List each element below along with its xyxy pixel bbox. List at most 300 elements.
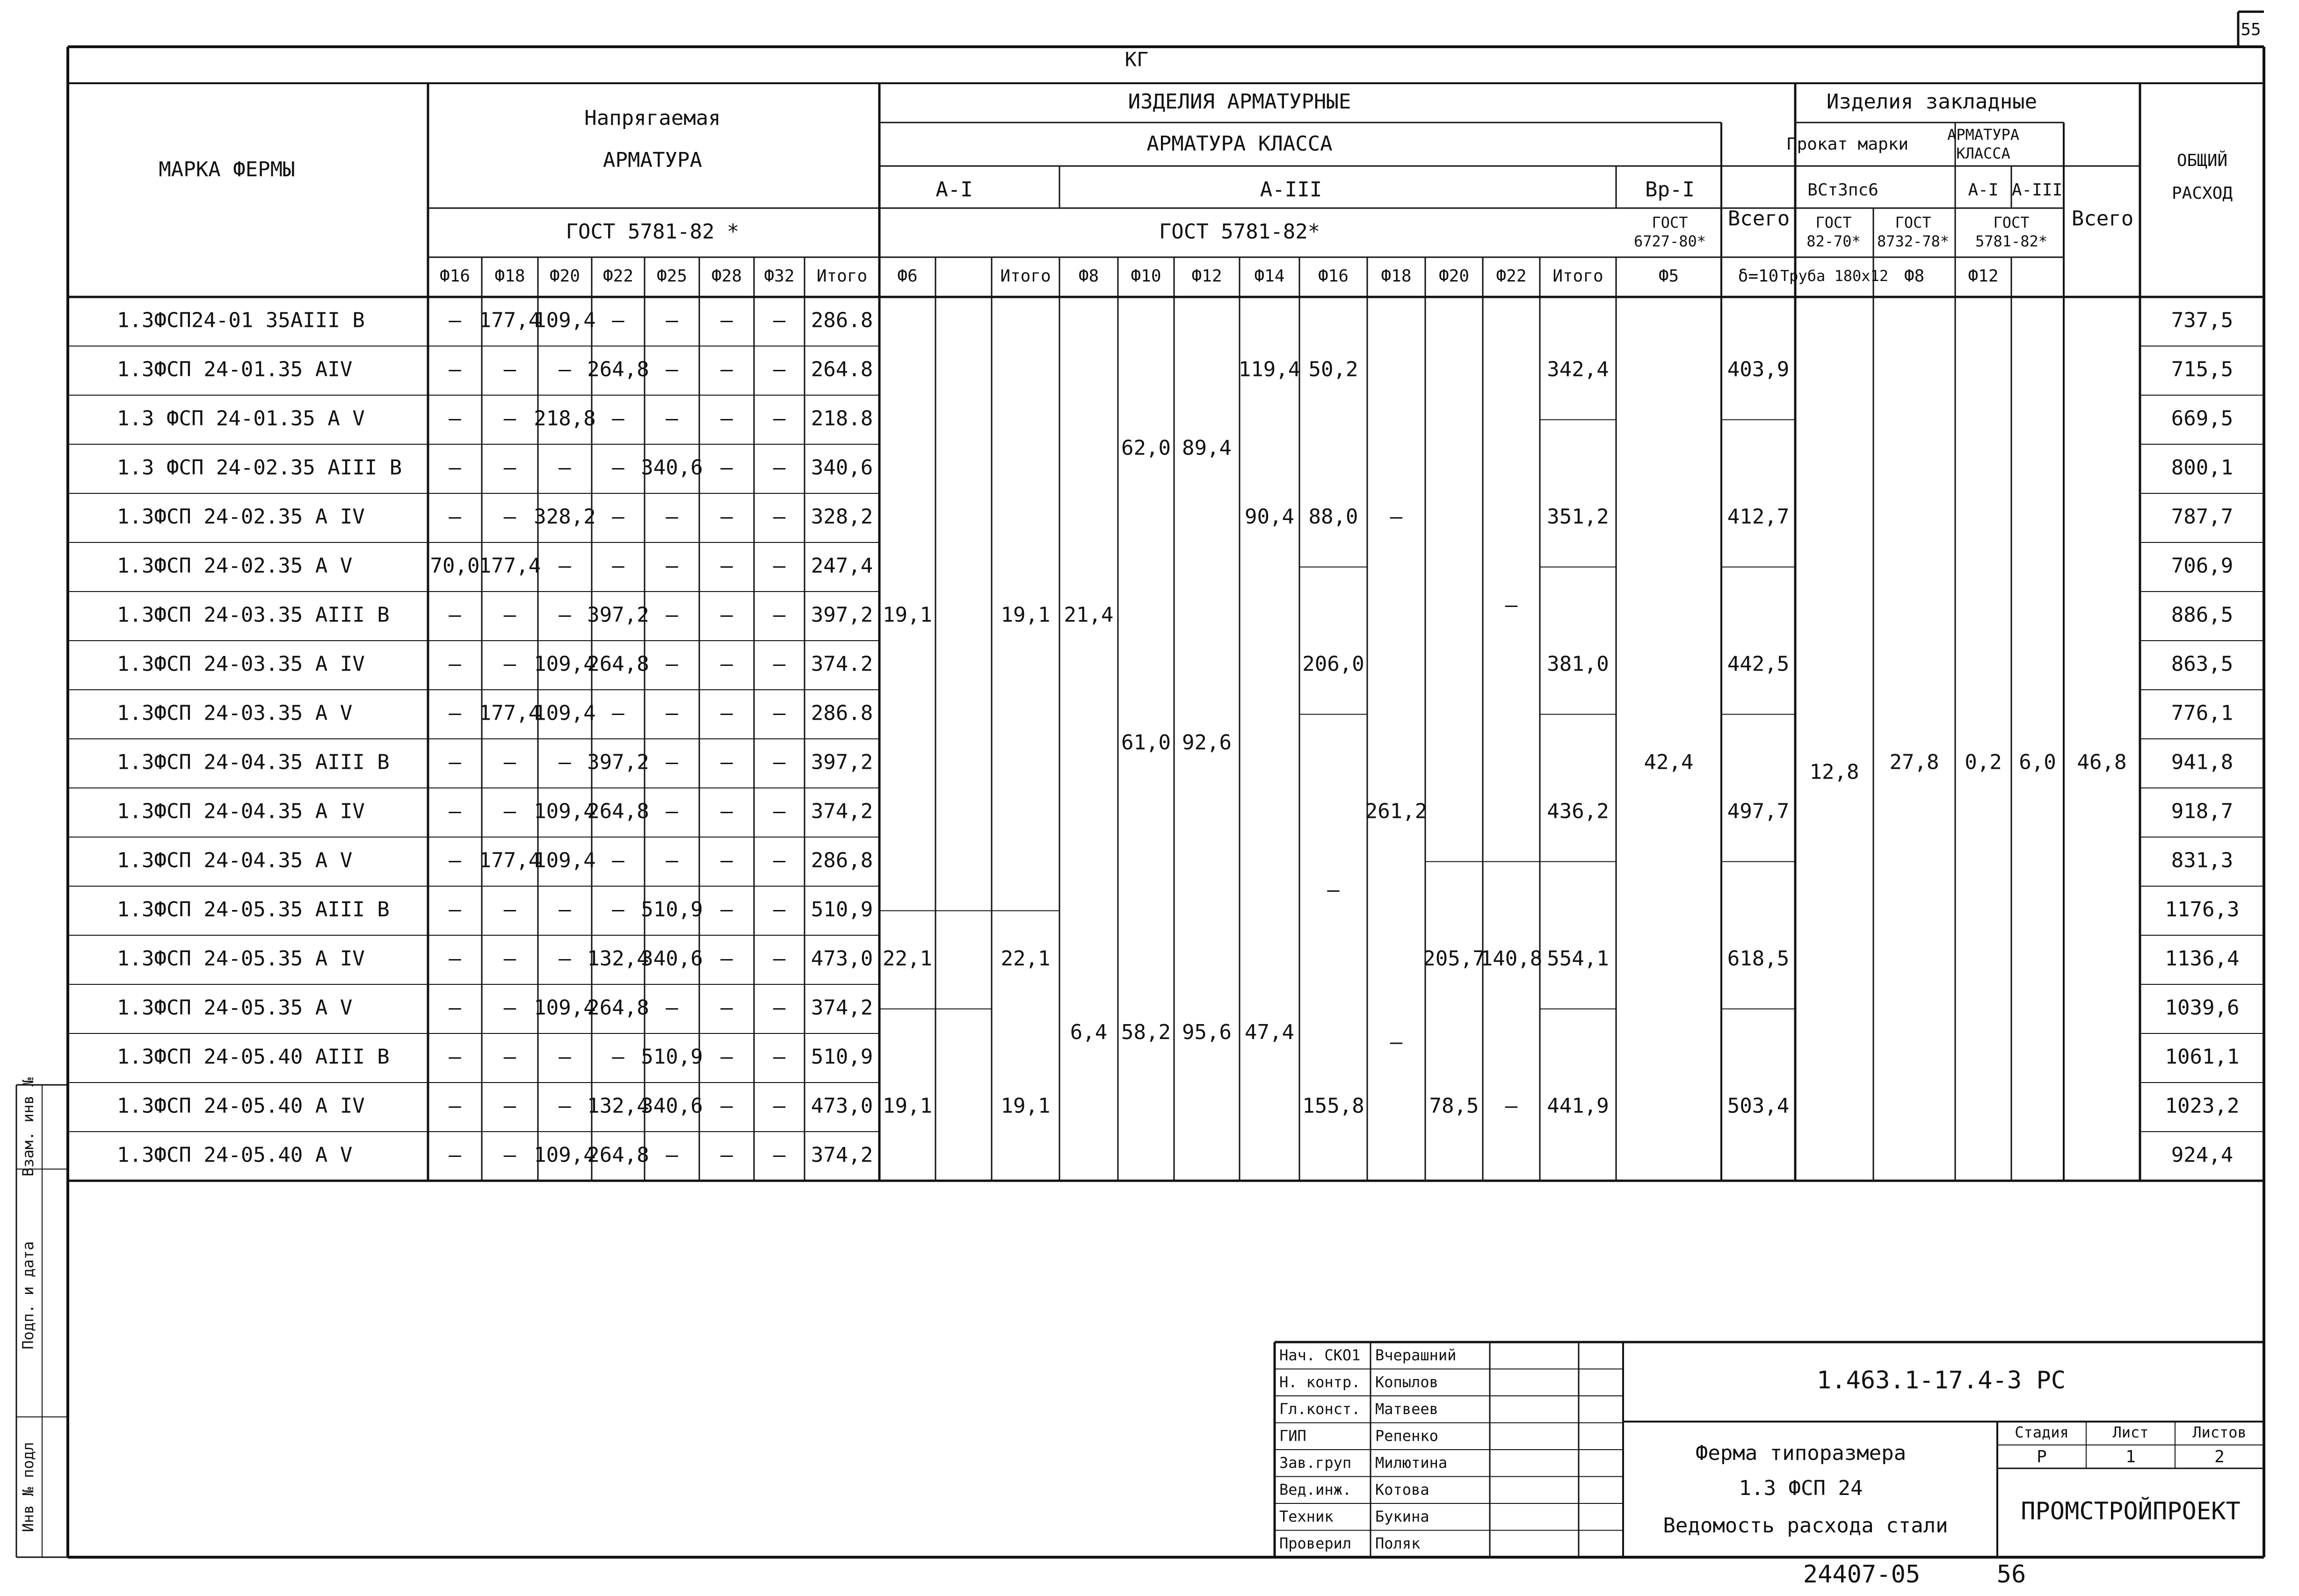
row-value: — xyxy=(720,701,733,725)
row-value: 328,2 xyxy=(811,505,873,529)
row-value: — xyxy=(449,603,461,627)
stamp-role: Вед.инж. xyxy=(1279,1480,1352,1499)
row-value: — xyxy=(558,554,571,578)
row-value: — xyxy=(773,1094,786,1118)
row-value: — xyxy=(666,357,678,382)
row-value: — xyxy=(449,357,461,382)
z-vsego: Всего xyxy=(2071,207,2134,231)
col-header: Труба 180х12 xyxy=(1780,267,1889,285)
row-total: 1039,6 xyxy=(2165,996,2240,1020)
col-header: Ф14 xyxy=(1254,267,1285,286)
row-mark: 1.3ФСП 24-05.35 А IV xyxy=(117,946,365,971)
merged-value: 351,2 xyxy=(1547,505,1609,529)
row-total: 715,5 xyxy=(2171,357,2234,382)
row-value: 510,9 xyxy=(811,897,873,922)
merged-value: 78,5 xyxy=(1429,1094,1479,1118)
obsh-1: ОБЩИЙ xyxy=(2176,151,2228,170)
row-value: — xyxy=(666,603,678,627)
merged-value: 12,8 xyxy=(1809,760,1859,784)
row-value: 473,0 xyxy=(811,946,873,971)
drawing-code: 1.463.1-17.4-3 РС xyxy=(1816,1366,2066,1394)
marka-header: МАРКА ФЕРМЫ xyxy=(159,158,295,181)
merged-value: 206,0 xyxy=(1302,652,1364,676)
row-value: — xyxy=(612,308,624,332)
merged-value: 119,4 xyxy=(1238,357,1301,382)
row-value: — xyxy=(773,1045,786,1069)
row-mark: 1.3ФСП 24-05.40 АIII В xyxy=(117,1045,390,1069)
arm-klassa: АРМАТУРА КЛАССА xyxy=(1146,132,1333,156)
stamp-name: Вчерашний xyxy=(1375,1346,1457,1364)
merged-value: 6,0 xyxy=(2019,750,2056,774)
col-header: Ф16 xyxy=(439,267,471,286)
row-value: 286.8 xyxy=(811,701,873,725)
merged-value: 90,4 xyxy=(1245,505,1294,529)
stamp-name: Копылов xyxy=(1375,1373,1438,1391)
row-value: — xyxy=(773,554,786,578)
row-value: 286,8 xyxy=(811,848,873,873)
row-value: 177,4 xyxy=(479,701,541,725)
merged-value: 412,7 xyxy=(1727,505,1790,529)
list-value: 1 xyxy=(2125,1447,2136,1466)
row-value: — xyxy=(666,848,678,873)
row-value: — xyxy=(773,455,786,480)
merged-value: 140,8 xyxy=(1480,946,1543,971)
row-value: 374.2 xyxy=(811,652,873,676)
col-header: Ф8 xyxy=(1904,267,1925,286)
row-value: — xyxy=(773,357,786,382)
row-value: — xyxy=(666,701,678,725)
gost-z1: ГОСТ xyxy=(1815,214,1852,231)
row-value: 132,4 xyxy=(587,946,649,971)
row-mark: 1.3ФСП 24-03.35 А V xyxy=(117,701,353,725)
merged-value: 22,1 xyxy=(1001,946,1051,971)
row-value: 510,9 xyxy=(641,897,703,922)
row-total: 776,1 xyxy=(2171,701,2234,725)
row-value: — xyxy=(773,308,786,332)
row-value: — xyxy=(503,946,516,971)
row-value: — xyxy=(773,799,786,823)
stamp-name: Матвеев xyxy=(1375,1400,1438,1418)
row-mark: 1.3ФСП 24-04.35 АIII В xyxy=(117,750,390,774)
row-value: — xyxy=(666,406,678,431)
merged-value: — xyxy=(1327,878,1340,902)
row-value: 177,4 xyxy=(479,554,541,578)
row-value: — xyxy=(612,455,624,480)
row-value: 177,4 xyxy=(479,848,541,873)
napr-header-2: АРМАТУРА xyxy=(603,148,702,172)
row-value: — xyxy=(720,848,733,873)
col-header: Ф10 xyxy=(1131,267,1161,286)
row-value: — xyxy=(720,799,733,823)
vzam-inv: Взам. инв № xyxy=(19,1077,37,1177)
merged-value: 403,9 xyxy=(1727,357,1790,382)
row-total: 787,7 xyxy=(2171,505,2234,529)
row-value: — xyxy=(720,406,733,431)
row-value: 328,2 xyxy=(534,505,596,529)
merged-value: 89,4 xyxy=(1182,436,1232,460)
row-total: 886,5 xyxy=(2171,603,2234,627)
col-header: Ф20 xyxy=(549,267,580,286)
vst-header: ВСт3пс6 xyxy=(1807,181,1878,200)
row-value: 397,2 xyxy=(811,603,873,627)
merged-value: — xyxy=(1505,1094,1518,1118)
row-value: — xyxy=(720,750,733,774)
row-value: 374,2 xyxy=(811,996,873,1020)
row-value: — xyxy=(666,996,678,1020)
gost-z3-2: 5781-82* xyxy=(1975,232,2048,250)
stamp-name: Поляк xyxy=(1375,1534,1421,1553)
merged-value: 22,1 xyxy=(883,946,932,971)
row-value: 109,4 xyxy=(534,652,596,676)
row-value: — xyxy=(449,799,461,823)
row-mark: 1.3ФСП 24-05.40 А V xyxy=(117,1143,353,1167)
merged-value: 46,8 xyxy=(2077,750,2127,774)
merged-value: 42,4 xyxy=(1644,750,1694,774)
merged-value: 95,6 xyxy=(1182,1020,1232,1044)
row-value: — xyxy=(666,308,678,332)
row-mark: 1.3ФСП 24-02.35 А IV xyxy=(117,505,365,529)
stamp-role: ГИП xyxy=(1279,1427,1306,1445)
row-value: — xyxy=(449,750,461,774)
row-value: 218.8 xyxy=(811,406,873,431)
gost-bp-2: 6727-80* xyxy=(1633,232,1706,250)
col-header: Ф6 xyxy=(897,267,918,286)
row-value: — xyxy=(612,1045,624,1069)
stamp-role: Гл.конст. xyxy=(1279,1400,1361,1418)
stamp-role: Нач. СКО1 xyxy=(1279,1346,1361,1364)
row-value: 109,4 xyxy=(534,1143,596,1167)
merged-value: — xyxy=(1505,593,1518,617)
row-value: — xyxy=(449,308,461,332)
row-total: 669,5 xyxy=(2171,406,2234,431)
row-total: 737,5 xyxy=(2171,308,2234,332)
merged-value: 58,2 xyxy=(1121,1020,1171,1044)
title-line-2: 1.3 ФСП 24 xyxy=(1739,1476,1863,1500)
row-value: — xyxy=(773,652,786,676)
merged-value: 92,6 xyxy=(1182,730,1232,755)
row-value: — xyxy=(720,505,733,529)
inv-podl: Инв № подл xyxy=(19,1442,37,1532)
vsego-header: Всего xyxy=(1727,207,1790,231)
a1-header: А-I xyxy=(936,178,973,202)
row-value: 247,4 xyxy=(811,554,873,578)
row-value: — xyxy=(558,1045,571,1069)
col-header: Итого xyxy=(1552,267,1603,286)
merged-value: 503,4 xyxy=(1727,1094,1790,1118)
footer-number: 24407-05 xyxy=(1803,1560,1921,1589)
gost-z1-2: 82-70* xyxy=(1806,232,1861,250)
row-value: — xyxy=(720,308,733,332)
row-value: 264,8 xyxy=(587,357,649,382)
arm-kl-2: КЛАССА xyxy=(1956,144,2010,162)
row-value: — xyxy=(612,554,624,578)
row-total: 1176,3 xyxy=(2165,897,2240,922)
row-value: — xyxy=(720,603,733,627)
row-value: 109,4 xyxy=(534,701,596,725)
row-value: 340,6 xyxy=(641,1094,703,1118)
row-value: — xyxy=(503,1143,516,1167)
row-value: — xyxy=(666,505,678,529)
row-value: — xyxy=(558,357,571,382)
obsh-2: РАСХОД xyxy=(2171,184,2233,203)
organization: ПРОМСТРОЙПРОЕКТ xyxy=(2021,1497,2241,1525)
col-header: Ф28 xyxy=(711,267,742,286)
row-value: — xyxy=(666,750,678,774)
bp1-header: Вр-I xyxy=(1645,178,1695,202)
row-value: — xyxy=(449,406,461,431)
row-mark: 1.3ФСП 24-02.35 А V xyxy=(117,554,353,578)
title-line-1: Ферма типоразмера xyxy=(1695,1441,1907,1465)
row-value: 264,8 xyxy=(587,799,649,823)
row-value: — xyxy=(503,1094,516,1118)
row-value: — xyxy=(449,652,461,676)
row-value: 132,4 xyxy=(587,1094,649,1118)
col-header: Ф22 xyxy=(602,267,634,286)
row-value: — xyxy=(773,1143,786,1167)
row-value: — xyxy=(449,455,461,480)
row-value: — xyxy=(503,897,516,922)
row-value: — xyxy=(449,505,461,529)
row-value: 264,8 xyxy=(587,996,649,1020)
row-value: 374,2 xyxy=(811,1143,873,1167)
row-value: — xyxy=(720,1143,733,1167)
row-value: — xyxy=(503,406,516,431)
row-value: — xyxy=(503,455,516,480)
row-mark: 1.3ФСП 24-03.35 А IV xyxy=(117,652,365,676)
merged-value: 155,8 xyxy=(1302,1094,1364,1118)
merged-value: 27,8 xyxy=(1889,750,1939,774)
row-value: — xyxy=(720,1045,733,1069)
row-value: — xyxy=(720,897,733,922)
row-value: — xyxy=(720,357,733,382)
top-code: КГ xyxy=(1124,48,1149,71)
gost-z3: ГОСТ xyxy=(1993,214,2030,231)
merged-value: 342,4 xyxy=(1547,357,1609,382)
row-value: 264,8 xyxy=(587,652,649,676)
row-value: — xyxy=(612,406,624,431)
merged-value: — xyxy=(1390,1030,1403,1054)
table-text xyxy=(19,20,2261,1589)
gost-bp-1: ГОСТ xyxy=(1652,214,1688,231)
merged-value: 19,1 xyxy=(1001,1094,1051,1118)
row-value: — xyxy=(449,701,461,725)
row-value: — xyxy=(720,652,733,676)
merged-value: 381,0 xyxy=(1547,652,1609,676)
list-header: Лист xyxy=(2112,1423,2149,1441)
row-mark: 1.3ФСП 24-04.35 А IV xyxy=(117,799,365,823)
row-mark: 1.3 ФСП 24-01.35 А V xyxy=(117,406,365,431)
gost-z2: ГОСТ xyxy=(1895,214,1931,231)
row-mark: 1.3ФСП 24-03.35 АIII В xyxy=(117,603,390,627)
row-value: 264.8 xyxy=(811,357,873,382)
col-header: Ф18 xyxy=(494,267,525,286)
col-header: Ф8 xyxy=(1078,267,1099,286)
row-total: 1023,2 xyxy=(2165,1094,2240,1118)
merged-value: 19,1 xyxy=(1001,603,1051,627)
row-value: — xyxy=(558,750,571,774)
podp-data: Подп. и дата xyxy=(19,1241,37,1350)
col-header: Итого xyxy=(816,267,868,286)
row-value: — xyxy=(773,406,786,431)
row-value: — xyxy=(720,455,733,480)
row-value: — xyxy=(666,554,678,578)
row-value: 218,8 xyxy=(534,406,596,431)
row-value: 109,4 xyxy=(534,799,596,823)
row-value: — xyxy=(503,357,516,382)
row-value: — xyxy=(773,996,786,1020)
stamp-name: Милютина xyxy=(1375,1454,1448,1472)
merged-value: — xyxy=(1390,505,1403,529)
napr-gost: ГОСТ 5781-82 * xyxy=(566,220,740,244)
row-value: — xyxy=(720,554,733,578)
row-value: — xyxy=(612,701,624,725)
row-value: — xyxy=(612,848,624,873)
row-value: — xyxy=(449,1045,461,1069)
row-value: — xyxy=(503,1045,516,1069)
row-mark: 1.3ФСП 24-04.35 А V xyxy=(117,848,353,873)
row-total: 941,8 xyxy=(2171,750,2234,774)
row-value: — xyxy=(720,1094,733,1118)
row-total: 800,1 xyxy=(2171,455,2234,480)
row-total: 918,7 xyxy=(2171,799,2234,823)
merged-value: 61,0 xyxy=(1121,730,1171,755)
row-value: 264,8 xyxy=(587,1143,649,1167)
izd-armat: ИЗДЕЛИЯ АРМАТУРНЫЕ xyxy=(1128,90,1351,114)
col-header: Ф22 xyxy=(1496,267,1527,286)
merged-value: 441,9 xyxy=(1547,1094,1609,1118)
row-value: — xyxy=(612,897,624,922)
merged-value: 88,0 xyxy=(1308,505,1358,529)
row-value: — xyxy=(720,946,733,971)
row-value: — xyxy=(720,996,733,1020)
stamp-role: Н. контр. xyxy=(1279,1373,1361,1391)
row-value: 397,2 xyxy=(811,750,873,774)
merged-value: 6,4 xyxy=(1070,1020,1108,1044)
a3-header: А-III xyxy=(1260,178,1322,202)
gost-a: ГОСТ 5781-82* xyxy=(1159,220,1320,244)
stamp-name: Букина xyxy=(1375,1508,1429,1525)
row-total: 924,4 xyxy=(2171,1143,2234,1167)
prokat: Прокат марки xyxy=(1786,135,1909,154)
stamp-role: Зав.груп xyxy=(1279,1454,1352,1472)
col-header: Ф32 xyxy=(764,267,795,286)
row-value: — xyxy=(558,897,571,922)
row-total: 1061,1 xyxy=(2165,1045,2240,1069)
row-value: — xyxy=(773,946,786,971)
merged-value: 47,4 xyxy=(1245,1020,1294,1044)
row-value: — xyxy=(773,848,786,873)
row-value: — xyxy=(558,946,571,971)
title-line-3: Ведомость расхода стали xyxy=(1663,1514,1948,1538)
row-value: — xyxy=(558,603,571,627)
row-value: 510,9 xyxy=(811,1045,873,1069)
row-value: — xyxy=(503,996,516,1020)
col-header: Ф18 xyxy=(1381,267,1412,286)
col-header: Ф16 xyxy=(1318,267,1349,286)
row-mark: 1.3 ФСП 24-02.35 АIII В xyxy=(117,455,402,480)
row-value: — xyxy=(449,1094,461,1118)
merged-value: 497,7 xyxy=(1727,799,1790,823)
merged-value: 19,1 xyxy=(883,603,932,627)
page-corner: 55 xyxy=(2241,20,2261,39)
listov-header: Листов xyxy=(2192,1423,2247,1441)
row-value: — xyxy=(666,652,678,676)
col-header: Ф25 xyxy=(656,267,688,286)
row-mark: 1.3ФСП 24-05.40 А IV xyxy=(117,1094,365,1118)
row-value: — xyxy=(773,897,786,922)
merged-value: 618,5 xyxy=(1727,946,1790,971)
row-value: — xyxy=(503,799,516,823)
row-value: 473,0 xyxy=(811,1094,873,1118)
row-value: — xyxy=(558,1094,571,1118)
row-mark: 1.3ФСП24-01 35АIII В xyxy=(117,308,365,332)
row-value: 397,2 xyxy=(587,603,649,627)
z-a1: А-I xyxy=(1968,181,1999,200)
row-value: 70,0 xyxy=(430,554,480,578)
row-value: — xyxy=(503,505,516,529)
arm-kl-1: АРМАТУРА xyxy=(1947,126,2020,144)
row-value: 374,2 xyxy=(811,799,873,823)
col-header: Ф12 xyxy=(1191,267,1222,286)
z-a3: А-III xyxy=(2011,181,2063,200)
row-total: 1136,4 xyxy=(2165,946,2240,971)
izd-zakl: Изделия закладные xyxy=(1826,90,2038,114)
row-value: — xyxy=(449,996,461,1020)
merged-value: 50,2 xyxy=(1308,357,1358,382)
row-value: 109,4 xyxy=(534,848,596,873)
row-value: — xyxy=(449,946,461,971)
napr-header: Напрягаемая xyxy=(584,106,721,130)
stamp-role: Техник xyxy=(1279,1508,1334,1525)
row-mark: 1.3ФСП 24-01.35 АIV xyxy=(117,357,353,382)
col-header: δ=10 xyxy=(1738,267,1779,286)
row-value: — xyxy=(773,603,786,627)
row-value: — xyxy=(503,603,516,627)
row-value: — xyxy=(666,1143,678,1167)
stadia-header: Стадия xyxy=(2015,1423,2069,1441)
col-header: Ф20 xyxy=(1438,267,1470,286)
row-value: — xyxy=(449,897,461,922)
row-value: 109,4 xyxy=(534,308,596,332)
row-value: — xyxy=(773,750,786,774)
row-value: 177,4 xyxy=(479,308,541,332)
row-total: 706,9 xyxy=(2171,554,2234,578)
listov-value: 2 xyxy=(2214,1447,2225,1466)
merged-value: 21,4 xyxy=(1064,603,1114,627)
merged-value: 442,5 xyxy=(1727,652,1790,676)
row-value: 109,4 xyxy=(534,996,596,1020)
row-mark: 1.3ФСП 24-05.35 А V xyxy=(117,996,353,1020)
stamp-name: Котова xyxy=(1375,1480,1429,1499)
row-value: — xyxy=(773,701,786,725)
stadia-value: Р xyxy=(2037,1447,2047,1466)
merged-value: 436,2 xyxy=(1547,799,1609,823)
col-header: Ф12 xyxy=(1968,267,1999,286)
row-value: 397,2 xyxy=(587,750,649,774)
merged-value: 261,2 xyxy=(1365,799,1428,823)
merged-value: 205,7 xyxy=(1423,946,1485,971)
row-value: — xyxy=(666,799,678,823)
row-value: 286.8 xyxy=(811,308,873,332)
col-header: Ф5 xyxy=(1658,267,1679,286)
row-value: 340,6 xyxy=(641,455,703,480)
row-value: 340,6 xyxy=(641,946,703,971)
stamp-name: Репенко xyxy=(1375,1427,1438,1445)
row-mark: 1.3ФСП 24-05.35 АIII В xyxy=(117,897,390,922)
row-value: — xyxy=(773,505,786,529)
row-value: — xyxy=(449,1143,461,1167)
merged-value: 554,1 xyxy=(1547,946,1609,971)
